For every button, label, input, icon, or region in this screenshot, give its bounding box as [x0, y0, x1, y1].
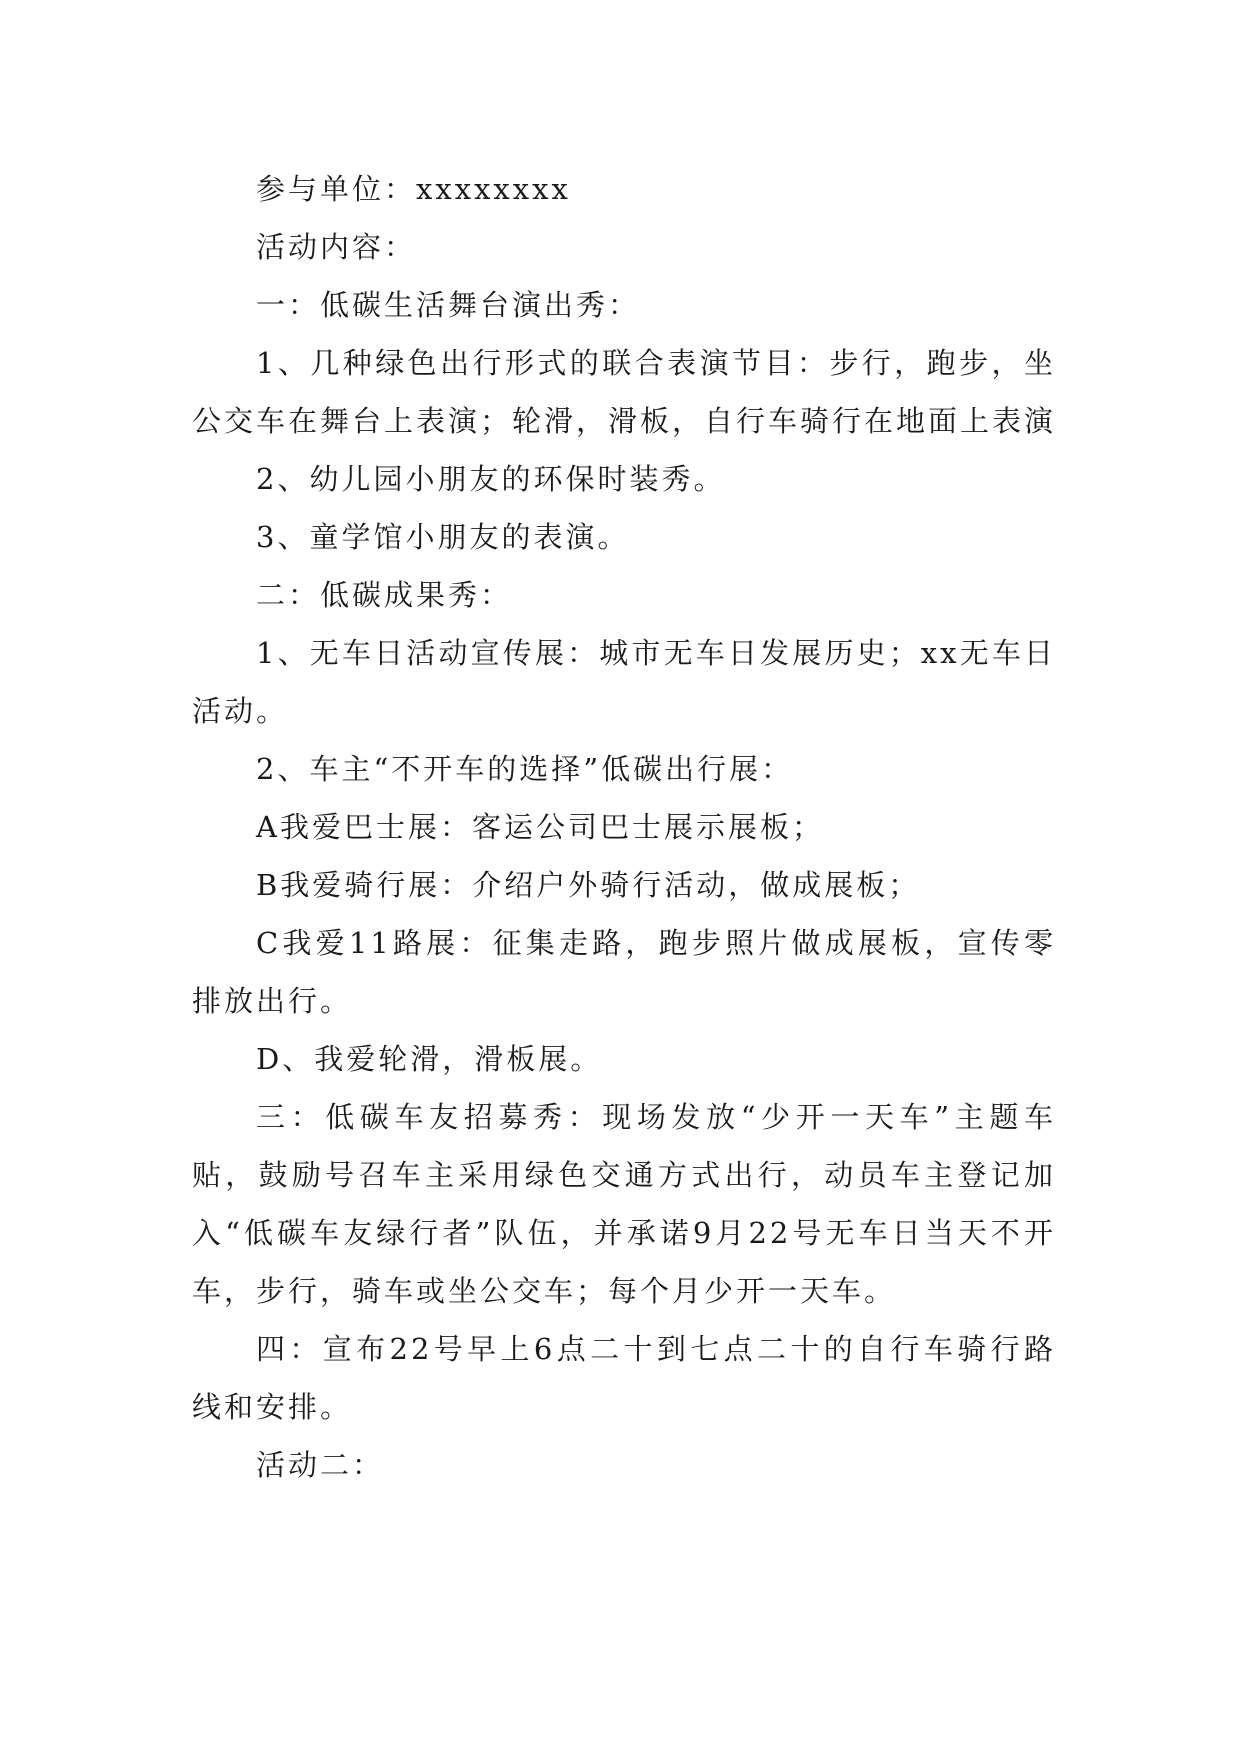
- paragraph-item-c: C我爱11路展：征集走路，跑步照片做成展板，宣传零排放出行。: [192, 926, 1056, 1018]
- paragraph-section-2-item-2: 2、车主“不开车的选择”低碳出行展：: [256, 752, 794, 786]
- paragraph-section-2-heading: 二：低碳成果秀：: [256, 578, 513, 612]
- paragraph-section-4: 四：宣布22号早上6点二十到七点二十的自行车骑行路线和安排。: [192, 1332, 1056, 1424]
- paragraph-item-b: B我爱骑行展：介绍户外骑行活动，做成展板；: [256, 868, 921, 902]
- document-body: [192, 160, 1056, 1494]
- paragraph-item-d: D、我爱轮滑，滑板展。: [256, 1042, 603, 1076]
- paragraph-participants: 参与单位：xxxxxxxx: [256, 172, 571, 206]
- paragraph-section-1-item-1: 1、几种绿色出行形式的联合表演节目：步行，跑步，坐公交车在舞台上表演；轮滑，滑板，自行车骑行在地面上表演: [192, 346, 1057, 438]
- paragraph-item-a: A我爱巴士展：客运公司巴士展示展板；: [256, 810, 824, 844]
- paragraph-section-1-heading: 一：低碳生活舞台演出秀：: [256, 288, 641, 322]
- paragraph-section-1-item-2: 2、幼儿园小朋友的环保时装秀。: [256, 462, 726, 496]
- paragraph-section-3: 三：低碳车友招募秀：现场发放“少开一天车”主题车贴，鼓励号召车主采用绿色交通方式出行，动员车主登记加入“低碳车友绿行者”队伍，并承诺9月22号无车日当天不开车，步行，骑车或坐公交车；每个月少开一天车。: [192, 1100, 1056, 1308]
- paragraph-activity-two: 活动二：: [256, 1448, 385, 1482]
- paragraph-section-2-item-1: 1、无车日活动宣传展：城市无车日发展历史；xx无车日活动。: [192, 636, 1056, 728]
- paragraph-activity-content: 活动内容：: [256, 230, 417, 264]
- paragraph-section-1-item-3: 3、童学馆小朋友的表演。: [256, 520, 630, 554]
